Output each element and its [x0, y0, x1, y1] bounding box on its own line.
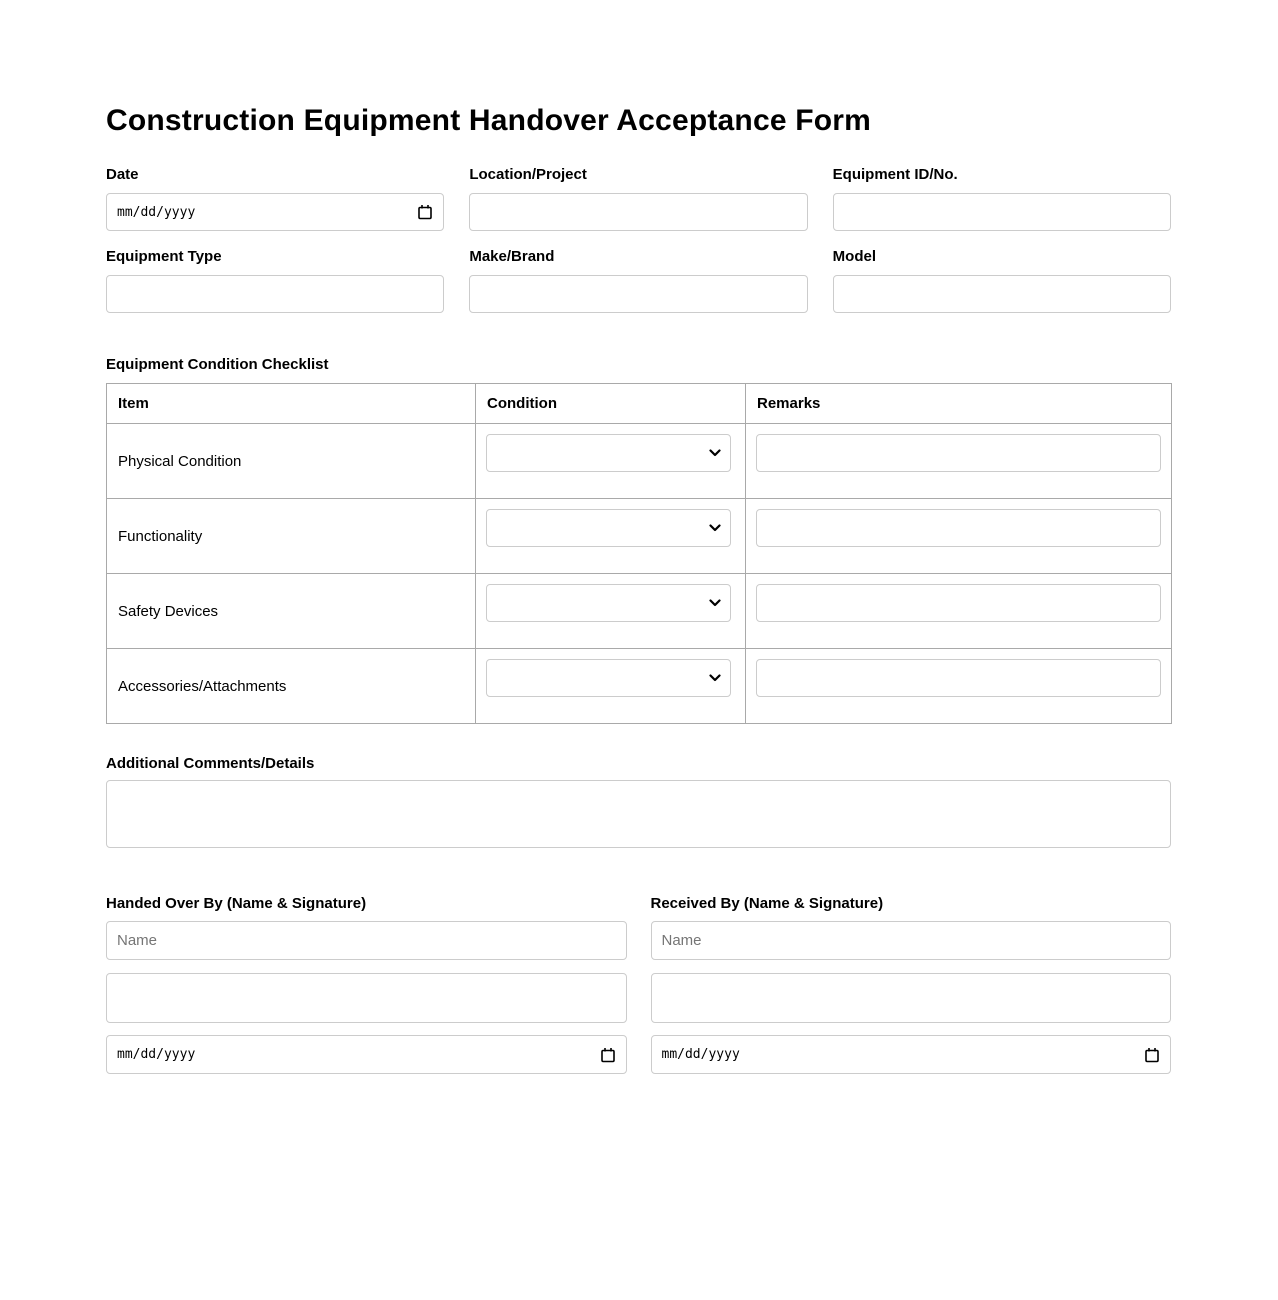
chevron-down-icon [709, 444, 721, 462]
received-signature-input[interactable] [651, 973, 1172, 1023]
date-label: Date [106, 166, 139, 183]
handed-over-by-label: Handed Over By (Name & Signature) [106, 895, 367, 912]
received-by-label: Received By (Name & Signature) [650, 895, 884, 912]
location-project-input[interactable] [469, 193, 807, 231]
date-input-value: mm/dd/yyyy [117, 204, 196, 220]
make-brand-input[interactable] [469, 275, 807, 313]
equipment-type-label: Equipment Type [106, 248, 222, 265]
remarks-input-functionality[interactable] [756, 509, 1161, 547]
top-fields-grid [106, 166, 1171, 313]
received-date-input[interactable] [651, 1035, 1172, 1074]
remarks-input-physical[interactable] [756, 434, 1161, 472]
item-label-functionality: Functionality [107, 499, 476, 574]
equipment-id-label: Equipment ID/No. [832, 166, 958, 183]
received-name-input[interactable] [651, 921, 1172, 960]
checklist-header-row [107, 384, 1172, 424]
field-equipment-type [106, 248, 444, 313]
signatures-section [106, 895, 1171, 1074]
field-location-project [469, 166, 807, 231]
item-label-physical-condition: Physical Condition [107, 424, 476, 499]
field-date [106, 166, 444, 231]
condition-select-accessories[interactable] [486, 659, 731, 697]
page-title: Construction Equipment Handover Acceptance Form [106, 104, 872, 137]
calendar-icon[interactable] [417, 204, 433, 220]
column-header-condition: Condition [476, 384, 746, 424]
column-header-remarks: Remarks [746, 384, 1172, 424]
column-header-item: Item [107, 384, 476, 424]
calendar-icon[interactable] [1144, 1047, 1160, 1063]
handed-over-date-value: mm/dd/yyyy [117, 1047, 196, 1062]
model-label: Model [832, 248, 876, 265]
item-label-safety-devices: Safety Devices [107, 574, 476, 649]
form-container [106, 0, 1171, 1074]
chevron-down-icon [709, 519, 721, 537]
chevron-down-icon [709, 669, 721, 687]
received-date-value: mm/dd/yyyy [661, 1047, 740, 1062]
condition-select-safety[interactable] [486, 584, 731, 622]
condition-checklist-table [106, 383, 1172, 724]
table-row [107, 574, 1172, 649]
handed-over-name-input[interactable] [106, 921, 627, 960]
date-input[interactable] [106, 193, 444, 231]
equipment-type-input[interactable] [106, 275, 444, 313]
condition-select-functionality[interactable] [486, 509, 731, 547]
condition-select-physical[interactable] [486, 434, 731, 472]
equipment-id-input[interactable] [833, 193, 1171, 231]
remarks-input-accessories[interactable] [756, 659, 1161, 697]
remarks-input-safety[interactable] [756, 584, 1161, 622]
table-row [107, 424, 1172, 499]
chevron-down-icon [709, 594, 721, 612]
calendar-icon[interactable] [600, 1047, 616, 1063]
field-make-brand [469, 248, 807, 313]
field-model [833, 248, 1171, 313]
comments-textarea[interactable] [106, 780, 1171, 848]
handed-over-by-block [106, 895, 627, 1074]
checklist-section-title: Equipment Condition Checklist [106, 356, 329, 373]
field-equipment-id [833, 166, 1171, 231]
item-label-accessories: Accessories/Attachments [107, 649, 476, 724]
comments-label: Additional Comments/Details [106, 755, 315, 772]
location-project-label: Location/Project [469, 166, 587, 183]
model-input[interactable] [833, 275, 1171, 313]
table-row [107, 499, 1172, 574]
make-brand-label: Make/Brand [469, 248, 555, 265]
handed-over-signature-input[interactable] [106, 973, 627, 1023]
table-row [107, 649, 1172, 724]
received-by-block [651, 895, 1172, 1074]
handed-over-date-input[interactable] [106, 1035, 627, 1074]
